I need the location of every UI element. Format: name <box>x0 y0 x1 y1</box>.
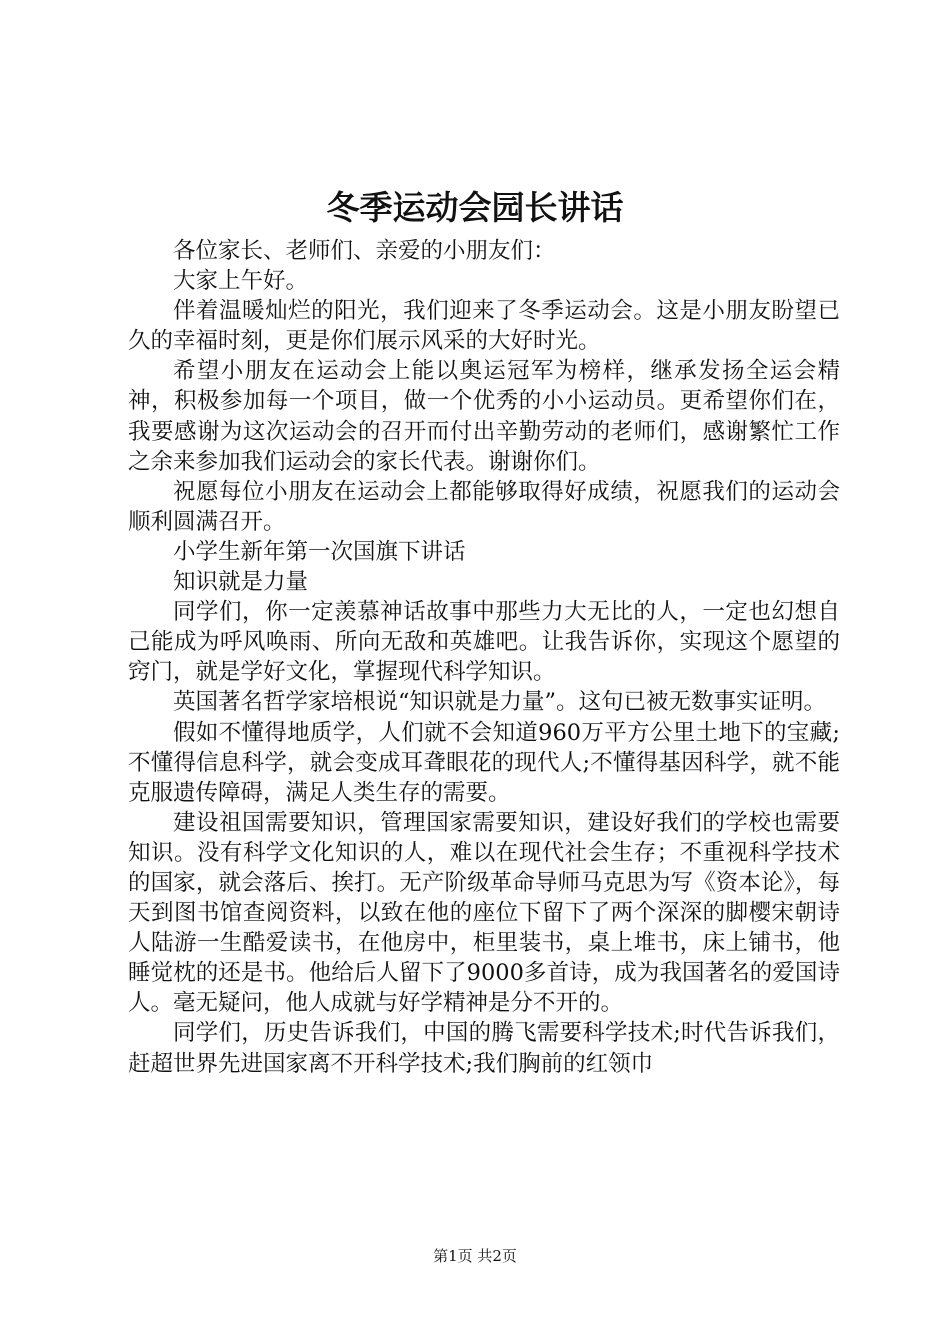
paragraph: 建设祖国需要知识，管理国家需要知识，建设好我们的学校也需要知识。没有科学文化知识的人，难以在现代社会生存；不重视科学技术的国家，就会落后、挨打。无产阶级革命导师马克思为写《资本论》，每天到图书馆查阅资料，以致在他的座位下留下了两个深深的脚樱宋朝诗人陆游一生酷爱读书，在他房中，柜里装书，桌上堆书，床上铺书，他睡觉枕的还是书。他给后人留下了9000多首诗，成为我国著名的爱国诗人。毫无疑问，他人成就与好学精神是分不开的。 <box>128 809 840 1017</box>
paragraph-good-morning: 大家上午好。 <box>173 268 309 295</box>
section-subheading: 知识就是力量 <box>173 569 309 596</box>
paragraph: 假如不懂得地质学，人们就不会知道960万平方公里土地下的宝藏;不懂得信息科学，就会变成耳聋眼花的现代人;不懂得基因科学，就不能克服遗传障碍，满足人类生存的需要。 <box>128 719 840 806</box>
document-title: 冬季运动会园长讲话 <box>326 188 624 227</box>
paragraph: 祝愿每位小朋友在运动会上都能够取得好成绩，祝愿我们的运动会顺利圆满召开。 <box>128 478 840 535</box>
page-number-footer: 第1页 共2页 <box>433 1247 517 1265</box>
document-body <box>128 236 840 1079</box>
paragraph: 同学们，你一定羡慕神话故事中那些力大无比的人，一定也幻想自己能成为呼风唤雨、所向无敌和英雄吧。让我告诉你，实现这个愿望的窍门，就是学好文化，掌握现代科学知识。 <box>128 599 840 686</box>
paragraph-greeting: 各位家长、老师们、亲爱的小朋友们： <box>173 238 556 264</box>
paragraph: 伴着温暖灿烂的阳光，我们迎来了冬季运动会。这是小朋友盼望已久的幸福时刻，更是你们展示风采的大好时光。 <box>128 298 840 355</box>
paragraph: 希望小朋友在运动会上能以奥运冠军为榜样，继承发扬全运会精神，积极参加每一个项目，做一个优秀的小小运动员。更希望你们在，我要感谢为这次运动会的召开而付出辛勤劳动的老师们，感谢繁忙工作之余来参加我们运动会的家长代表。谢谢你们。 <box>128 358 840 475</box>
section-heading: 小学生新年第一次国旗下讲话 <box>173 538 466 565</box>
paragraph: 同学们，历史告诉我们，中国的腾飞需要科学技术;时代告诉我们，赶超世界先进国家离不开科学技术;我们胸前的红领巾 <box>128 1020 840 1077</box>
paragraph: 英国著名哲学家培根说“知识就是力量”。这句已被无数事实证明。 <box>173 689 827 716</box>
